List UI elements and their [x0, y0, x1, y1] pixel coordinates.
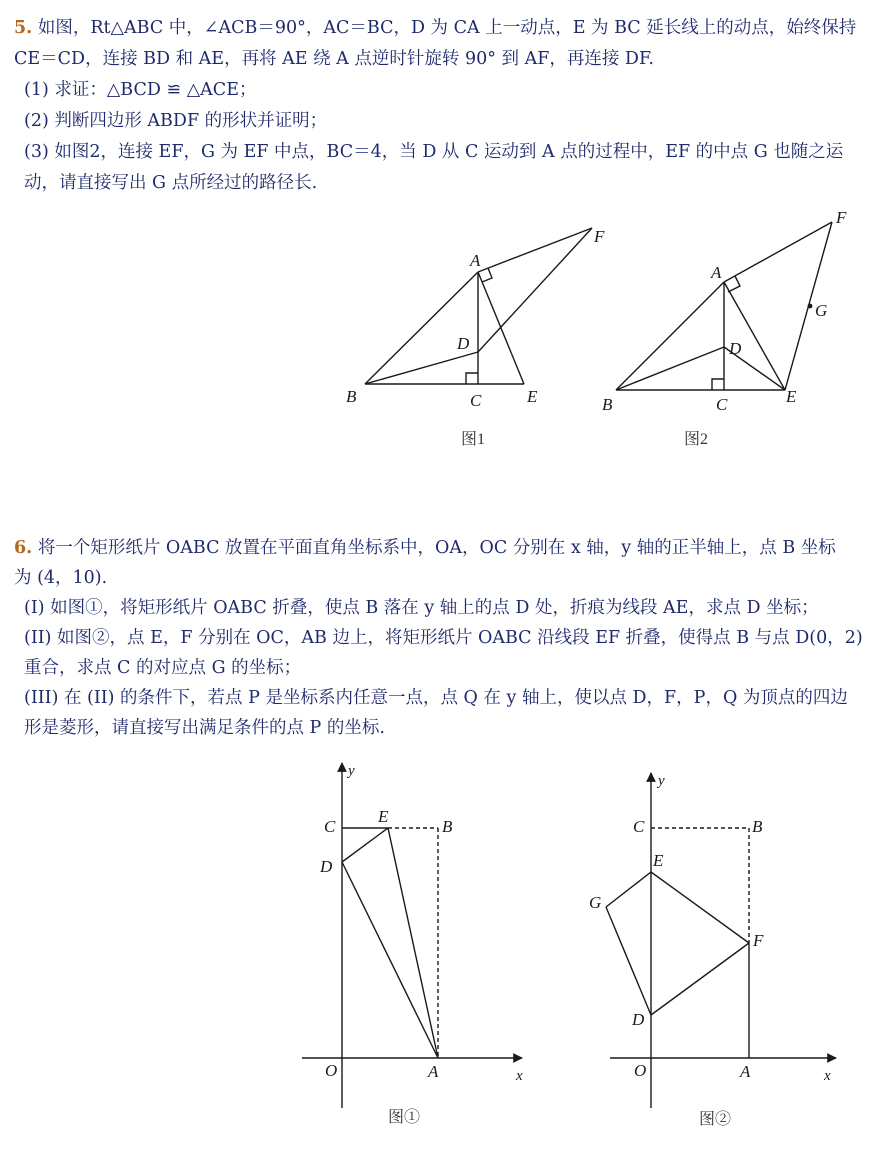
label-E: E: [653, 851, 664, 870]
p5-number: 5.: [14, 18, 33, 38]
label-D: D: [320, 857, 333, 876]
seg-AF: [724, 222, 832, 282]
seg-GE: [606, 872, 651, 907]
seg-DA: [342, 862, 438, 1058]
label-D: D: [457, 334, 470, 353]
seg-DG: [606, 907, 651, 1015]
seg-AB: [365, 272, 478, 384]
label-B: B: [442, 817, 453, 836]
label-B: B: [602, 395, 613, 414]
seg-AB: [616, 282, 724, 390]
p5-text-1: 如图，Rt△ABC 中，∠ACB＝90°，AC＝BC，D 为 CA 上一动点，E 为 BC 延长线上的动点，始终保持: [32, 18, 857, 38]
label-C: C: [324, 817, 336, 836]
seg-FD: [651, 943, 749, 1015]
label-O: O: [634, 1061, 647, 1080]
p5-fig2-caption: 图2: [684, 431, 709, 448]
label-A: A: [428, 1062, 439, 1081]
p6-fig1-caption: 图①: [388, 1109, 421, 1126]
p5-q3-1: (3) 如图2，连接 EF，G 为 EF 中点，BC＝4，当 D 从 C 运动到 A 点的过程中，EF 的中点 G 也随之运: [24, 142, 844, 162]
p6-q3-1: (III) 在 (II) 的条件下，若点 P 是坐标系内任意一点，点 Q 在 y 轴上，使以点 D，F，P，Q 为顶点的四边: [24, 688, 848, 708]
p6-figure1-labels: [319, 763, 523, 1126]
label-E: E: [786, 387, 797, 406]
label-F: F: [753, 931, 764, 950]
p5-text-2: CE＝CD，连接 BD 和 AE，再将 AE 绕 A 点逆时针旋转 90° 到 AF，再连接 DF.: [14, 49, 654, 69]
p5-q2: (2) 判断四边形 ABDF 的形状并证明；: [24, 111, 328, 131]
label-B: B: [752, 817, 763, 836]
seg-AF: [478, 228, 592, 272]
p6-q2-1: (II) 如图②，点 E，F 分别在 OC，AB 边上，将矩形纸片 OABC 沿线段 EF 折叠，使得点 B 与点 D(0，2): [24, 628, 863, 648]
seg-EA: [388, 828, 438, 1058]
label-y: y: [348, 763, 355, 779]
label-F: F: [836, 208, 847, 227]
p6-text-1: 将一个矩形纸片 OABC 放置在平面直角坐标系中，OA，OC 分别在 x 轴，y 轴的正半轴上，点 B 坐标: [32, 538, 836, 558]
label-C: C: [633, 817, 645, 836]
p6-figure2-labels: [589, 773, 831, 1128]
p5-fig1-caption: 图1: [461, 431, 486, 448]
p6-q2-2: 重合，求点 C 的对应点 G 的坐标；: [24, 658, 302, 678]
label-G: G: [589, 893, 602, 912]
p5-q1: (1) 求证：△BCD ≌ △ACE；: [24, 80, 257, 100]
label-C: C: [470, 391, 482, 410]
p6-figure1: [302, 763, 522, 1108]
label-F: F: [594, 227, 605, 246]
p6-number: 6.: [14, 538, 33, 558]
point-G: [808, 304, 813, 309]
label-E: E: [527, 387, 538, 406]
label-G: G: [815, 301, 828, 320]
label-A: A: [470, 251, 481, 270]
label-x: x: [516, 1068, 523, 1084]
seg-AE: [724, 282, 785, 390]
right-angle-C: [712, 379, 724, 390]
right-angle-C: [466, 373, 478, 384]
label-C: C: [716, 395, 728, 414]
label-y: y: [658, 773, 665, 789]
seg-DF: [478, 228, 592, 352]
p5-figure1-labels: [346, 227, 605, 448]
seg-DE: [342, 828, 388, 862]
p6-fig2-caption: 图②: [699, 1111, 732, 1128]
label-A: A: [711, 263, 722, 282]
seg-EF: [651, 872, 749, 943]
p6-q3-2: 形是菱形，请直接写出满足条件的点 P 的坐标.: [24, 718, 385, 738]
p6-q1: (I) 如图①，将矩形纸片 OABC 折叠，使点 B 落在 y 轴上的点 D 处，折痕为线段 AE，求点 D 坐标；: [24, 598, 819, 618]
label-D: D: [632, 1010, 645, 1029]
label-x: x: [824, 1068, 831, 1084]
label-A: A: [740, 1062, 751, 1081]
label-D: D: [729, 339, 742, 358]
label-O: O: [325, 1061, 338, 1080]
p5-q3-2: 动，请直接写出 G 点所经过的路径长.: [24, 173, 318, 193]
label-B: B: [346, 387, 357, 406]
label-E: E: [378, 807, 389, 826]
seg-BD: [616, 347, 724, 390]
p6-text-2: 为 (4，10).: [14, 568, 108, 588]
p5-figure2: [616, 222, 832, 390]
